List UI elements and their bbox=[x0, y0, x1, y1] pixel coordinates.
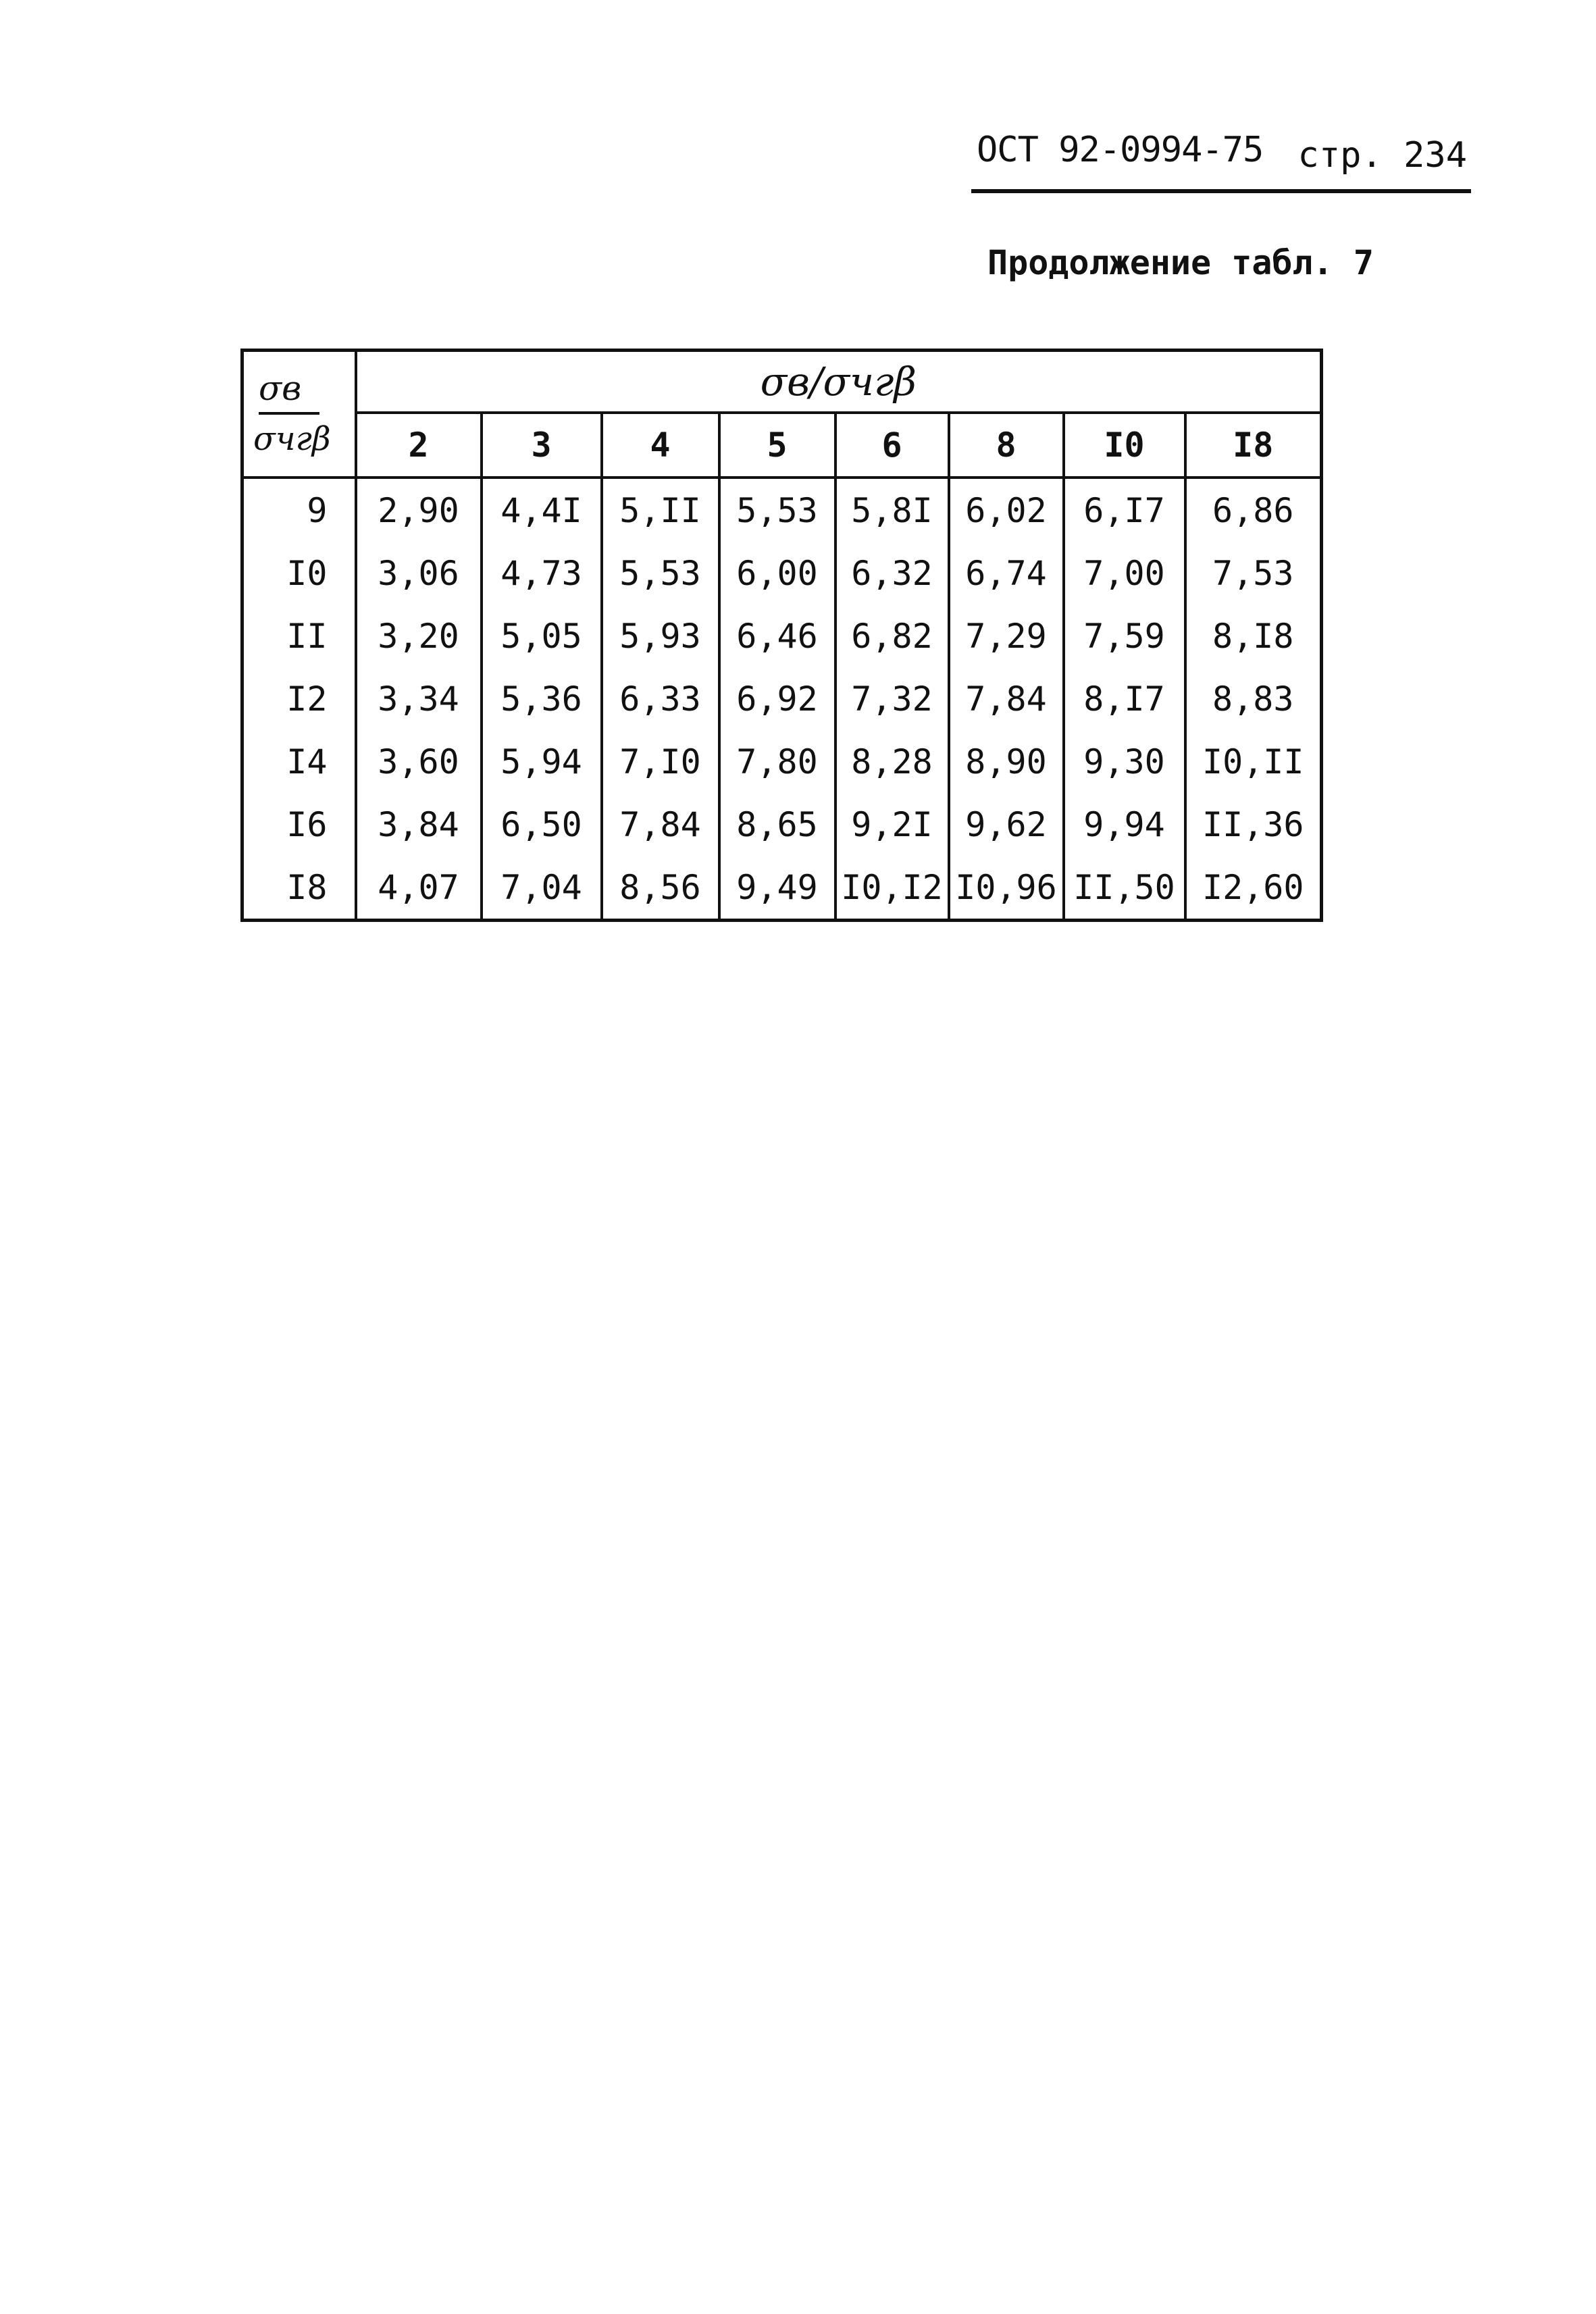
table-cell: 5,94 bbox=[482, 730, 602, 793]
table-cell: 6,92 bbox=[719, 667, 835, 730]
table-cell: 3,60 bbox=[356, 730, 482, 793]
corner-denominator: σчгβ bbox=[253, 420, 331, 458]
table-cell: 2,90 bbox=[356, 478, 482, 542]
table-cell: 8,28 bbox=[835, 730, 949, 793]
column-header: I0 bbox=[1064, 413, 1185, 478]
table-cell: 7,84 bbox=[949, 667, 1064, 730]
table-cell: 5,II bbox=[602, 478, 719, 542]
table-cell: 8,I8 bbox=[1185, 605, 1322, 667]
corner-cell bbox=[242, 351, 356, 478]
table-cell: 8,65 bbox=[719, 793, 835, 856]
table-cell: 3,06 bbox=[356, 542, 482, 605]
table-cell: 7,59 bbox=[1064, 605, 1185, 667]
table-cell: 6,02 bbox=[949, 478, 1064, 542]
table-cell: 7,84 bbox=[602, 793, 719, 856]
table-cell: 6,74 bbox=[949, 542, 1064, 605]
row-header: 9 bbox=[242, 478, 356, 542]
table-cell: 4,4I bbox=[482, 478, 602, 542]
document-header bbox=[971, 127, 1471, 193]
table-cell: 9,62 bbox=[949, 793, 1064, 856]
table-row bbox=[242, 793, 1322, 856]
column-header: 6 bbox=[835, 413, 949, 478]
row-header: I4 bbox=[242, 730, 356, 793]
table-row bbox=[242, 856, 1322, 921]
table-cell: 6,32 bbox=[835, 542, 949, 605]
table-cell: II,50 bbox=[1064, 856, 1185, 921]
row-header: I8 bbox=[242, 856, 356, 921]
table-cell: 6,33 bbox=[602, 667, 719, 730]
table-row bbox=[242, 605, 1322, 667]
row-header: I2 bbox=[242, 667, 356, 730]
table-cell: 7,29 bbox=[949, 605, 1064, 667]
table-cell: 9,49 bbox=[719, 856, 835, 921]
row-header: I0 bbox=[242, 542, 356, 605]
table-cell: 8,I7 bbox=[1064, 667, 1185, 730]
table-cell: 5,93 bbox=[602, 605, 719, 667]
table-cell: 9,94 bbox=[1064, 793, 1185, 856]
data-table bbox=[240, 349, 1323, 922]
column-header: 8 bbox=[949, 413, 1064, 478]
table-cell: 6,46 bbox=[719, 605, 835, 667]
column-header-row bbox=[242, 413, 1322, 478]
column-header: 5 bbox=[719, 413, 835, 478]
column-header: 4 bbox=[602, 413, 719, 478]
table-cell: 4,07 bbox=[356, 856, 482, 921]
table-cell: 5,8I bbox=[835, 478, 949, 542]
column-header: 2 bbox=[356, 413, 482, 478]
column-header: I8 bbox=[1185, 413, 1322, 478]
table-cell: 3,84 bbox=[356, 793, 482, 856]
table-row bbox=[242, 730, 1322, 793]
table-cell: 7,32 bbox=[835, 667, 949, 730]
table-cell: 5,36 bbox=[482, 667, 602, 730]
table-cell: I0,I2 bbox=[835, 856, 949, 921]
column-header: 3 bbox=[482, 413, 602, 478]
table-cell: 8,83 bbox=[1185, 667, 1322, 730]
table-cell: I2,60 bbox=[1185, 856, 1322, 921]
row-header: I6 bbox=[242, 793, 356, 856]
table-cell: 6,82 bbox=[835, 605, 949, 667]
table-band-row bbox=[242, 351, 1322, 413]
table-cell: 5,53 bbox=[602, 542, 719, 605]
corner-numerator: σв bbox=[259, 365, 319, 415]
table-cell: 5,53 bbox=[719, 478, 835, 542]
table-row bbox=[242, 667, 1322, 730]
table-cell: 4,73 bbox=[482, 542, 602, 605]
table-cell: 7,04 bbox=[482, 856, 602, 921]
table-cell: 7,53 bbox=[1185, 542, 1322, 605]
table-cell: II,36 bbox=[1185, 793, 1322, 856]
table-row bbox=[242, 478, 1322, 542]
table-cell: 6,00 bbox=[719, 542, 835, 605]
table-cell: 5,05 bbox=[482, 605, 602, 667]
table-cell: 7,00 bbox=[1064, 542, 1185, 605]
table-cell: 6,50 bbox=[482, 793, 602, 856]
document-code: ОСТ 92-0994-75 bbox=[977, 130, 1264, 170]
table-cell: I0,96 bbox=[949, 856, 1064, 921]
table-cell: 8,56 bbox=[602, 856, 719, 921]
row-header: II bbox=[242, 605, 356, 667]
table-cell: I0,II bbox=[1185, 730, 1322, 793]
table-cell: 6,86 bbox=[1185, 478, 1322, 542]
table-row bbox=[242, 542, 1322, 605]
band-header: σв/σчгβ bbox=[356, 351, 1322, 413]
table-cell: 3,20 bbox=[356, 605, 482, 667]
table-cell: 7,I0 bbox=[602, 730, 719, 793]
table-cell: 8,90 bbox=[949, 730, 1064, 793]
table-cell: 6,I7 bbox=[1064, 478, 1185, 542]
page-number: стр. 234 bbox=[1297, 135, 1467, 176]
table-cell: 9,2I bbox=[835, 793, 949, 856]
table-cell: 3,34 bbox=[356, 667, 482, 730]
table-cell: 7,80 bbox=[719, 730, 835, 793]
table-cell: 9,30 bbox=[1064, 730, 1185, 793]
table-caption: Продолжение табл. 7 bbox=[987, 243, 1374, 282]
